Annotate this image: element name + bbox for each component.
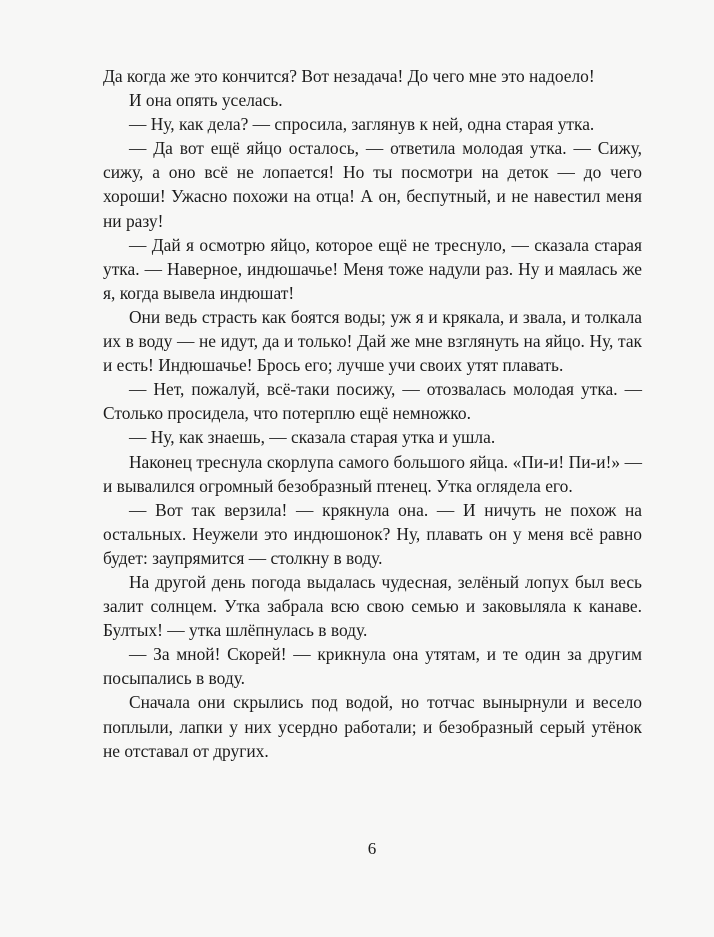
paragraph-7: — Нет, пожалуй, всё-таки посижу, — отозвалась молодая утка. — Столько просидела, что потерплю ещё немножко. [103,379,642,424]
book-page-text [103,64,642,763]
paragraph-1: Да когда же это кончится? Вот незадача! До чего мне это надоело! [103,66,595,86]
paragraph-8: — Ну, как знаешь, — сказала старая утка и ушла. [129,427,496,448]
paragraph-2: И она опять уселась. [129,90,283,111]
paragraph-3: — Ну, как дела? — спросила, заглянув к ней, одна старая утка. [129,114,595,135]
paragraph-6: Они ведь страсть как боятся воды; уж я и крякала, и звала, и толкала их в воду — не идут, да и только! Дай же мне взглянуть на яйцо. Ну, так и есть! Индюшачье! Брось его; лучше учи своих утят плавать. [103,306,642,376]
paragraph-11: На другой день погода выдалась чудесная, зелёный лопух был весь залит солнцем. Утка забрала всю свою семью и заковыляла к канаве. Бултых! — утка шлёпнулась в воду. [103,571,642,641]
paragraph-4: — Да вот ещё яйцо осталось, — ответила молодая утка. — Сижу, сижу, а оно всё не лопается! Но ты посмотри на деток — до чего хороши! Ужасно похожи на отца! А он, беспутный, и не навестил меня ни разу! [103,138,642,231]
paragraph-12: — За мной! Скорей! — крикнула она утятам, и те один за другим посыпались в воду. [103,644,642,689]
page-number: 6 [367,839,377,858]
paragraph-10: — Вот так верзила! — крякнула она. — И ничуть не похож на остальных. Неужели это индюшонок? Ну, плавать он у меня всё равно будет: заупрямится — столкну в воду. [103,499,642,568]
paragraph-5: — Дай я осмотрю яйцо, которое ещё не треснуло, — сказала старая утка. — Наверное, индюшачье! Меня тоже надули раз. Ну и маялась же я, когда вывела индюшат! [103,234,642,303]
paragraph-13: Сначала они скрылись под водой, но тотчас вынырнули и весело поплыли, лапки у них усердно работали; и безобразный серый утёнок не отставал от других. [103,692,642,761]
paragraph-9: Наконец треснула скорлупа самого большого яйца. «Пи-и! Пи-и!» — и вывалился огромный безобразный птенец. Утка оглядела его. [103,451,642,496]
